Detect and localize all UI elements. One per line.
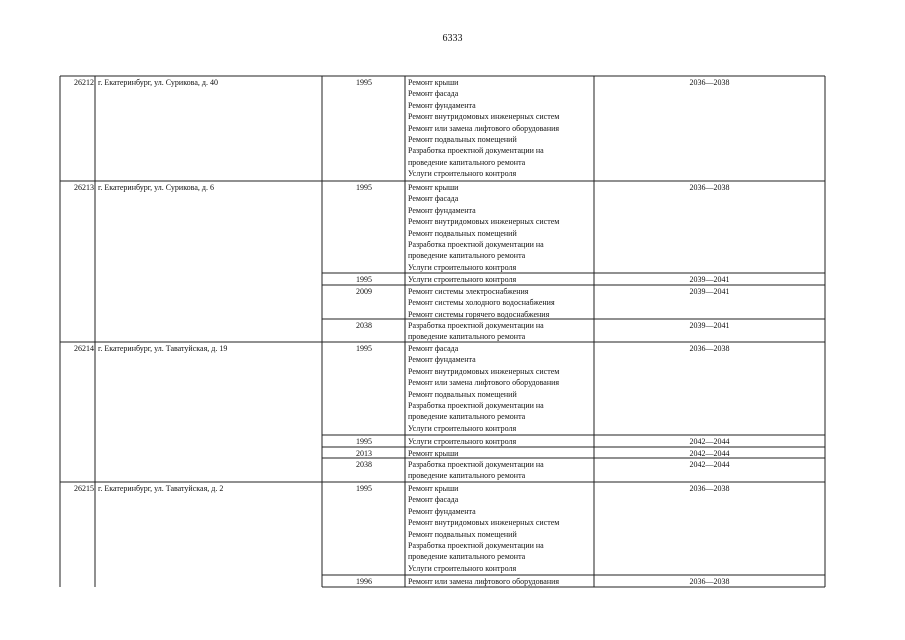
work-item: Ремонт подвальных помещений: [408, 389, 517, 399]
work-item: Ремонт внутридомовых инженерных систем: [408, 366, 560, 376]
row-year: 1996: [356, 577, 372, 586]
row-period: 2036—2038: [689, 183, 730, 192]
row-works: [408, 182, 594, 273]
work-item: Ремонт крыши: [408, 78, 459, 87]
row-period: 2039—2041: [689, 275, 730, 284]
row-works: [408, 483, 594, 574]
row-id: 26213: [74, 183, 94, 192]
work-item: Услуги строительного контроля: [408, 169, 517, 179]
work-item: Ремонт внутридомовых инженерных систем: [408, 518, 560, 528]
work-item: Ремонт фундамента: [408, 355, 476, 365]
row-works: [408, 448, 594, 459]
row-period: 2042—2044: [689, 449, 730, 458]
work-item: Услуги строительного контроля: [408, 423, 517, 433]
row-works: [408, 286, 594, 320]
row-period: 2036—2038: [689, 577, 730, 586]
work-item: проведение капитального ремонта: [408, 552, 526, 562]
work-item: Ремонт внутридомовых инженерных систем: [408, 112, 560, 122]
row-works: [408, 77, 594, 180]
row-year: 1995: [356, 484, 372, 493]
row-year: 1995: [356, 183, 372, 192]
work-item: проведение капитального ремонта: [408, 157, 526, 167]
work-item: Разработка проектной документации на: [408, 401, 544, 411]
work-item: Ремонт или замена лифтового оборудования: [408, 123, 560, 133]
work-item: Ремонт или замена лифтового оборудования: [408, 577, 560, 586]
work-item: Ремонт подвальных помещений: [408, 228, 517, 238]
row-year: 1995: [356, 437, 372, 446]
page-number: 6333: [442, 33, 463, 44]
row-works: [408, 274, 594, 285]
row-address: г. Екатеринбург, ул. Таватуйская, д. 2: [98, 484, 224, 493]
row-address: г. Екатеринбург, ул. Сурикова, д. 40: [98, 78, 218, 87]
work-item: Ремонт фундамента: [408, 205, 476, 215]
work-item: Услуги строительного контроля: [408, 563, 517, 573]
work-item: Ремонт фундамента: [408, 506, 476, 516]
work-item: Ремонт или замена лифтового оборудования: [408, 378, 560, 388]
row-year: 2038: [356, 321, 372, 330]
row-address: г. Екатеринбург, ул. Сурикова, д. 6: [98, 183, 214, 192]
work-item: Ремонт подвальных помещений: [408, 135, 517, 145]
row-period: 2042—2044: [689, 460, 730, 469]
work-item: Разработка проектной документации на: [408, 146, 544, 156]
work-item: Разработка проектной документации на: [408, 460, 544, 469]
work-item: проведение капитального ремонта: [408, 251, 526, 261]
row-year: 2009: [356, 287, 372, 296]
row-period: 2036—2038: [689, 484, 730, 493]
row-period: 2036—2038: [689, 78, 730, 87]
work-item: Ремонт фасада: [408, 344, 459, 353]
row-period: 2039—2041: [689, 287, 730, 296]
work-item: Ремонт внутридомовых инженерных систем: [408, 217, 560, 227]
work-item: Разработка проектной документации на: [408, 240, 544, 250]
row-year: 1995: [356, 275, 372, 284]
work-item: проведение капитального ремонта: [408, 471, 526, 481]
work-item: Услуги строительного контроля: [408, 437, 517, 446]
work-item: Услуги строительного контроля: [408, 275, 517, 284]
row-works: [408, 576, 594, 587]
row-year: 1995: [356, 78, 372, 87]
work-item: Ремонт фасада: [408, 89, 459, 99]
work-item: Ремонт подвальных помещений: [408, 529, 517, 539]
row-period: 2042—2044: [689, 437, 730, 446]
work-item: Услуги строительного контроля: [408, 262, 517, 272]
work-item: Ремонт фасада: [408, 194, 459, 204]
row-works: [408, 320, 594, 343]
row-works: [408, 459, 594, 482]
row-id: 26212: [74, 78, 94, 87]
work-item: проведение капитального ремонта: [408, 332, 526, 342]
work-item: Ремонт системы горячего водоснабжения: [408, 309, 550, 319]
work-item: Разработка проектной документации на: [408, 541, 544, 551]
work-item: проведение капитального ремонта: [408, 412, 526, 422]
work-item: Ремонт крыши: [408, 449, 459, 458]
row-year: 1995: [356, 344, 372, 353]
work-item: Разработка проектной документации на: [408, 321, 544, 330]
work-item: Ремонт системы холодного водоснабжения: [408, 298, 555, 308]
row-id: 26215: [74, 484, 94, 493]
work-item: Ремонт фундамента: [408, 100, 476, 110]
work-item: Ремонт системы электроснабжения: [408, 287, 529, 296]
row-year: 2013: [356, 449, 372, 458]
row-id: 26214: [74, 344, 94, 353]
row-address: г. Екатеринбург, ул. Таватуйская, д. 19: [98, 344, 228, 353]
work-item: Ремонт фасада: [408, 495, 459, 505]
work-item: Ремонт крыши: [408, 183, 459, 192]
row-period: 2036—2038: [689, 344, 730, 353]
row-works: [408, 436, 594, 447]
row-period: 2039—2041: [689, 321, 730, 330]
work-item: Ремонт крыши: [408, 484, 459, 493]
row-works: [408, 343, 594, 434]
row-year: 2038: [356, 460, 372, 469]
